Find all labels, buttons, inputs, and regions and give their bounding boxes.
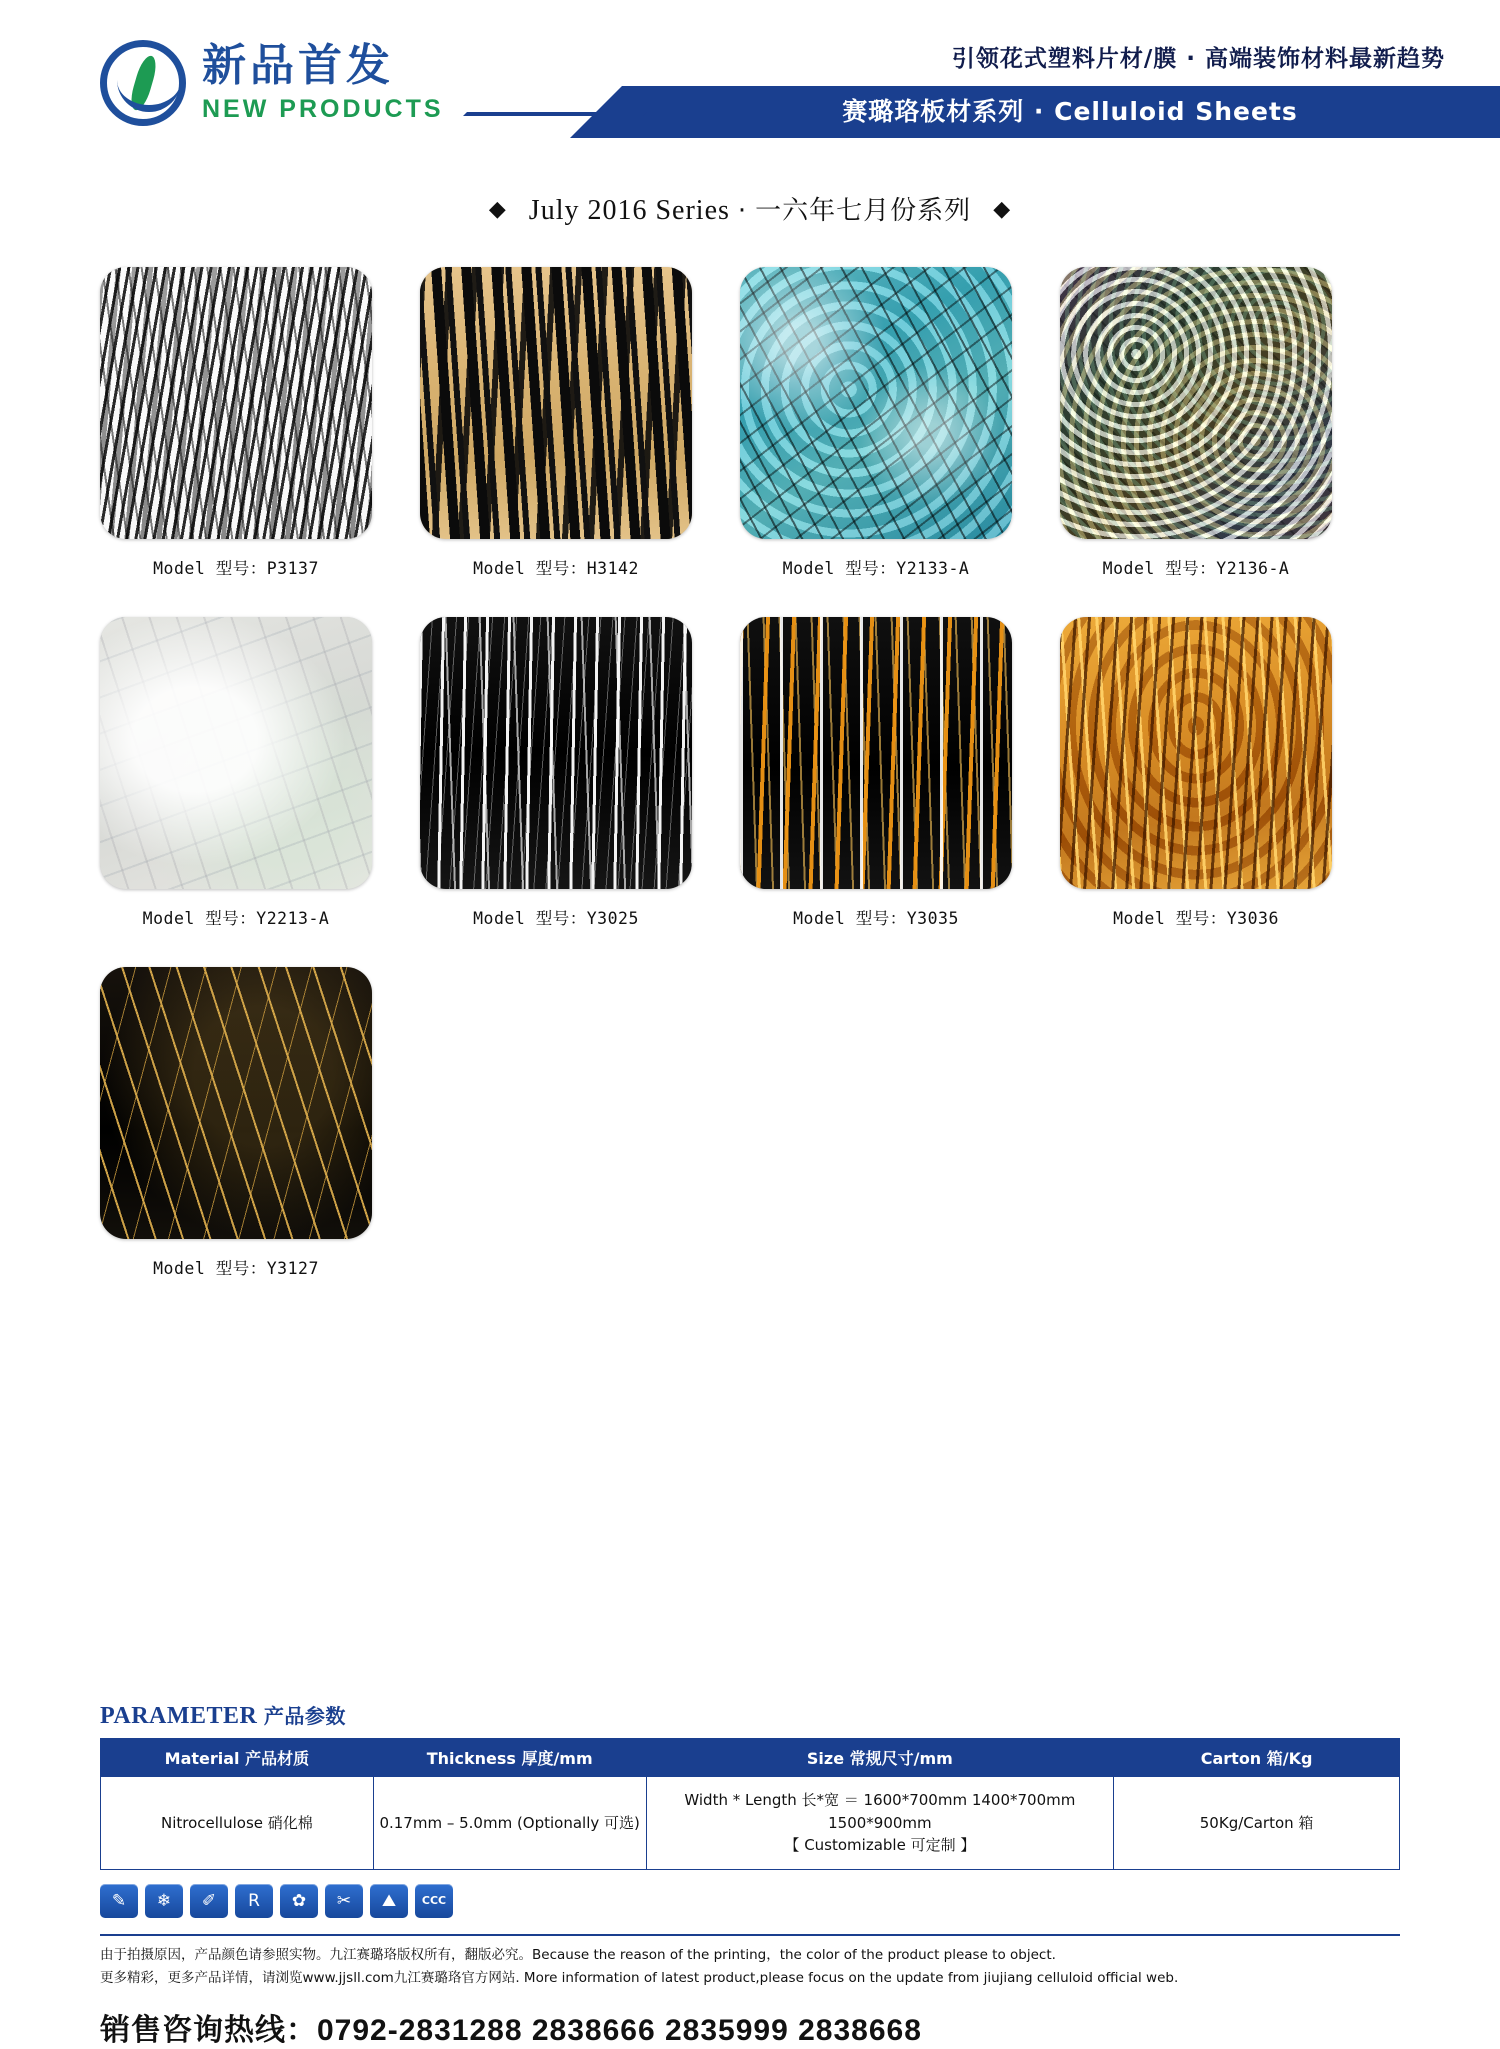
series-bar-label: 赛璐珞板材系列 · Celluloid Sheets	[842, 97, 1298, 126]
swatch-cell-h3142[interactable]	[420, 267, 692, 579]
swatch-caption: Model 型号：Y3127	[153, 1259, 319, 1278]
swatch-caption: Model 型号：H3142	[473, 559, 639, 578]
swatch-caption: Model 型号：Y3025	[473, 909, 639, 928]
swatch-image-y2133a	[740, 267, 1012, 539]
certification-badges	[100, 1884, 1400, 1918]
parameter-title-cn: 产品参数	[263, 1704, 346, 1728]
column-header-material: Material 产品材质	[101, 1739, 374, 1777]
swatch-caption: Model 型号：Y3036	[1113, 909, 1279, 928]
hotline-label: 销售咨询热线：	[100, 2012, 317, 2048]
mountain-icon: ⛰	[370, 1884, 408, 1918]
swatch-image-p3137	[100, 267, 372, 539]
parameter-table	[100, 1738, 1400, 1870]
swatch-cell-y2136a[interactable]	[1060, 267, 1332, 579]
swatch-cell-y3035[interactable]	[740, 617, 1012, 929]
table-header-row	[101, 1739, 1400, 1777]
header-banner	[570, 28, 1500, 148]
swatch-image-y3036	[1060, 617, 1332, 889]
parameter-title	[100, 1700, 1400, 1730]
footer-note-line-2: 更多精彩，更多产品详情，请浏览www.jjsll.com九江赛璐珞官方网站. More information of latest product,please focus on the update from jiujiang celluloid official web.	[100, 1970, 1179, 1987]
diamond-left-icon: ◆	[488, 196, 507, 221]
parameter-section	[100, 1700, 1400, 2049]
swatch-caption: Model 型号：P3137	[153, 559, 319, 578]
pen-icon: ✐	[190, 1884, 228, 1918]
series-title-cn: 一六年七月份系列	[755, 196, 972, 226]
r-mark-icon: R	[235, 1884, 273, 1918]
swatch-row	[100, 267, 1400, 579]
swatch-cell-y3025[interactable]	[420, 617, 692, 929]
parameter-title-en: PARAMETER	[100, 1703, 258, 1729]
brand-name-cn: 新品首发	[202, 40, 394, 92]
cell-material: Nitrocellulose 硝化棉	[101, 1777, 374, 1870]
swatch-image-y3035	[740, 617, 1012, 889]
swatch-image-y3025	[420, 617, 692, 889]
swatch-caption: Model 型号：Y3035	[793, 909, 959, 928]
swatch-cell-y2213a[interactable]	[100, 617, 372, 929]
swatch-cell-y2133a[interactable]	[740, 267, 1012, 579]
footer-note-line-1: 由于拍摄原因，产品颜色请参照实物。九江赛璐珞版权所有，翻版必究。Because the reason of the printing，the color of the product please to object.	[100, 1946, 1056, 1963]
series-title	[0, 190, 1500, 227]
cert-icon-1: ✎	[100, 1884, 138, 1918]
swatch-image-y2136a	[1060, 267, 1332, 539]
swatch-row	[100, 967, 1400, 1279]
header-diagonal-rule	[463, 112, 647, 116]
column-header-thickness: Thickness 厚度/mm	[373, 1739, 646, 1777]
header-tagline: 引领花式塑料片材/膜 · 高端装饰材料最新趋势	[951, 46, 1445, 72]
swatch-cell-y3127[interactable]	[100, 967, 372, 1279]
cell-carton: 50Kg/Carton 箱	[1114, 1777, 1400, 1870]
hotline-numbers: 0792-2831288 2838666 2835999 2838668	[317, 2013, 922, 2047]
swatch-image-y2213a	[100, 617, 372, 889]
diamond-right-icon: ◆	[993, 196, 1012, 221]
swatch-cell-y3036[interactable]	[1060, 617, 1332, 929]
swatch-image-h3142	[420, 267, 692, 539]
column-header-carton: Carton 箱/Kg	[1114, 1739, 1400, 1777]
brand-logo	[100, 40, 444, 126]
swatch-row	[100, 617, 1400, 929]
series-title-en: July 2016 Series	[528, 195, 730, 226]
swatch-cell-p3137[interactable]	[100, 267, 372, 579]
ccc-icon: CCC	[415, 1884, 453, 1918]
page-header	[0, 0, 1500, 180]
swatch-image-y3127	[100, 967, 372, 1239]
cell-size-line1: Width * Length 长*宽 ＝ 1600*700mm 1400*700mm 1500*900mm	[684, 1791, 1076, 1832]
swatch-caption: Model 型号：Y2213-A	[142, 909, 330, 928]
footer-notes	[100, 1934, 1400, 1991]
cell-size-line2: 【 Customizable 可定制 】	[784, 1836, 976, 1854]
cell-thickness: 0.17mm – 5.0mm (Optionally 可选)	[373, 1777, 646, 1870]
swatch-caption: Model 型号：Y2133-A	[782, 559, 970, 578]
brand-name-en: NEW PRODUCTS	[202, 94, 444, 123]
swatch-caption: Model 型号：Y2136-A	[1102, 559, 1290, 578]
column-header-size: Size 常规尺寸/mm	[646, 1739, 1114, 1777]
swatch-grid	[0, 267, 1500, 1279]
snowflake-icon: ❄	[145, 1884, 183, 1918]
tool-icon: ✂	[325, 1884, 363, 1918]
table-row	[101, 1777, 1400, 1870]
logo-circle-icon	[100, 40, 186, 126]
gear-icon: ✿	[280, 1884, 318, 1918]
cell-size	[646, 1777, 1114, 1870]
sales-hotline	[100, 2005, 1400, 2049]
series-title-sep: ·	[737, 196, 748, 226]
